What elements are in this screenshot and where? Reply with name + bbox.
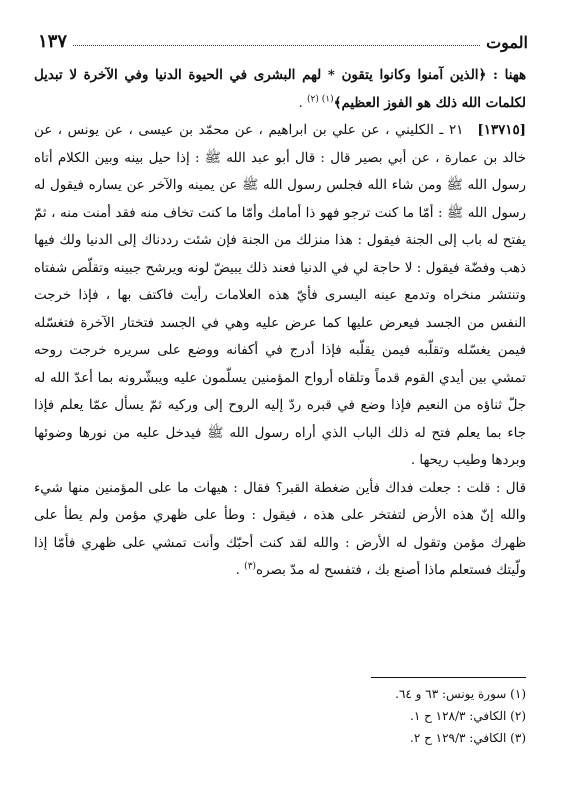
footnote-ref-3: (٣) (244, 561, 257, 572)
question-tail: . (235, 563, 245, 578)
question-text: قال : قلت : جعلت فداك فأين ضغطة القبر؟ فقال : هيهات ما على المؤمنين منها شيء والله إنّ هذه الأرض لتفتخر على هذه ، فيقول : وطأ على ظهري مؤمن ولم يطأ على ظهرك مؤمن وتقول له الأرض : والله لقد كنت أحبّك وأنت تمشي على ظهري فأمّا إذا ولّيتك فستعلم ماذا أصنع بك ، فتفسح له مدّ بصره (34, 480, 526, 578)
page-body (34, 62, 526, 585)
question-paragraph (34, 475, 526, 585)
intro-tail: . (298, 95, 308, 111)
page-number: ١٣٧ (38, 31, 68, 52)
footnotes (200, 683, 526, 749)
footnote-3: (٣) الكافي: ١٢٩/٣ ح ٢. (410, 731, 526, 745)
footnote-ref-1-2: (١) (٢) (307, 94, 334, 105)
hadith-number: [١٣٧١٥] (477, 122, 526, 138)
footnote-1: (١) سورة يونس: ٦٣ و ٦٤. (395, 687, 526, 701)
page-header (38, 26, 528, 52)
intro-lead: ههنا : (486, 67, 527, 83)
hadith-text: ٢١ ـ الكليني ، عن علي بن ابراهيم ، عن محمّد بن عيسى ، عن يونس ، عن خالد بن عمارة ، عن أبي بصير قال : قال أبو عبد الله ﷺ : إذا حيل بينه وبين الكلام أتاه رسول الله ﷺ ومن شاء الله فجلس رسول الله ﷺ عن يمينه والآخر عن يساره فيقول له رسول الله ﷺ : أمّا ما كنت ترجو فهو ذا أمامك وأمّا ما كنت تخاف منه فقد أمنت منه ، ثمّ يفتح له باب إلى الجنة فيقول : هذا منزلك من الجنة فإن شئت رددناك إلى الدنيا ولك فيها ذهب وفضّة فيقول : لا حاجة لي في الدنيا فعند ذلك يبيضّ لونه ويرشح جبينه وتقلّص شفتاه وتنتشر منخراه وتدمع عينه اليسرى فأيّ هذه العلامات رأيت فاكتف بها ، فإذا خرجت النفس من الجسد فيعرض عليها كما عرض عليه وهي في الجسد فتختار الآخرة فتغسّله فيمن يغسّله وتقلّبه فيمن يقلّبه فإذا أدرج في أكفانه ووضع على سريره خرجت روحه تمشي بين أيدي القوم قدماً وتلقاه أرواح المؤمنين يسلّمون عليه ويبشّرونه بما أعدّ الله له جلّ ثناؤه من النعيم فإذا وضع في قبره ردّ إليه الروح إلى وركيه ثمّ يسأل عمّا يعلم فإذا جاء بما يعلم فتح له ذلك الباب الذي أراه رسول الله ﷺ فيدخل عليه من نورها وضوئها وبردها وطيب ريحها . (34, 123, 526, 468)
hadith-paragraph (34, 117, 526, 475)
header-dotted-leader (73, 45, 480, 46)
running-title: الموت (486, 33, 528, 52)
intro-paragraph (34, 62, 526, 117)
footnote-2: (٢) الكافي: ١٢٨/٣ ح ١. (410, 709, 526, 723)
quran-verse: ﴿الذين آمنوا وكانوا يتقون * لهم البشرى في الحيوة الدنيا وفي الآخرة لا تبديل لكلمات الله ذلك هو الفوز العظيم﴾ (34, 67, 526, 111)
footnote-separator (371, 677, 526, 678)
